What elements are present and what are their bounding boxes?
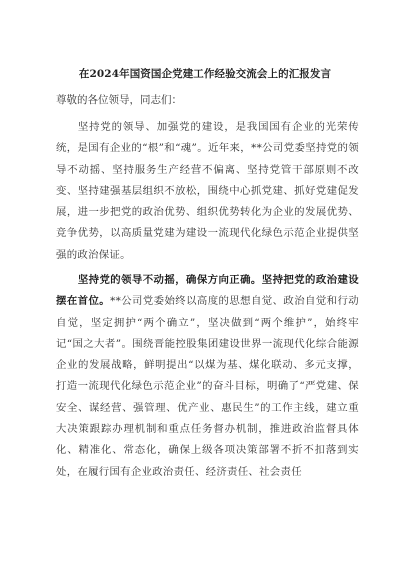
paragraph-lead-bold: 坚持党的领导不动摇，确保方向正确。坚持把党的政治建设摆在首位。 [56, 274, 359, 308]
greeting-line: 尊敬的各位领导，同志们： [56, 94, 182, 106]
body-paragraph [56, 270, 359, 483]
paragraph-text: 坚持党的领导、加强党的建设，是我国国有企业的光荣传统，是国有企业的“根”和“魂”。近年来，**公司党委坚持党的领导不动摇、坚持服务生产经营不偏离、坚持党管干部原则不改变、坚持建强基层组织不放松，围绕中心抓党建、抓好党建促发展，进一步把党的政治优势、组织优势转化为企业的发展优势、竞争优势，以高质量党建为建设一流现代化绿色示范企业提供坚强的政治保证。 [56, 121, 359, 261]
paragraph-text: **公司党委始终以高度的思想自觉、政治自觉和行动自觉，坚定拥护“两个确立”，坚决做到“两个维护”，始终牢记“国之大者”。围绕晋能控股集团建设世界一流现代化综合能源企业的发展战略，鲜明提出“以煤为基、煤化联动、多元支撑，打造一流现代化绿色示范企业”的奋斗目标，明确了“严党建、保安全、谋经营、强管理、优产业、惠民生”的工作主线，建立重大决策跟踪办理机制和重点任务督办机制，推进政治监督具体化、精准化、常态化，确保上级各项决策部署不折不扣落到实处，在履行国有企业政治责任、经济责任、社会责任 [56, 295, 359, 478]
document-title: 在2024年国资国企党建工作经验交流会上的汇报发言 [78, 68, 332, 80]
body-paragraph [56, 117, 359, 266]
